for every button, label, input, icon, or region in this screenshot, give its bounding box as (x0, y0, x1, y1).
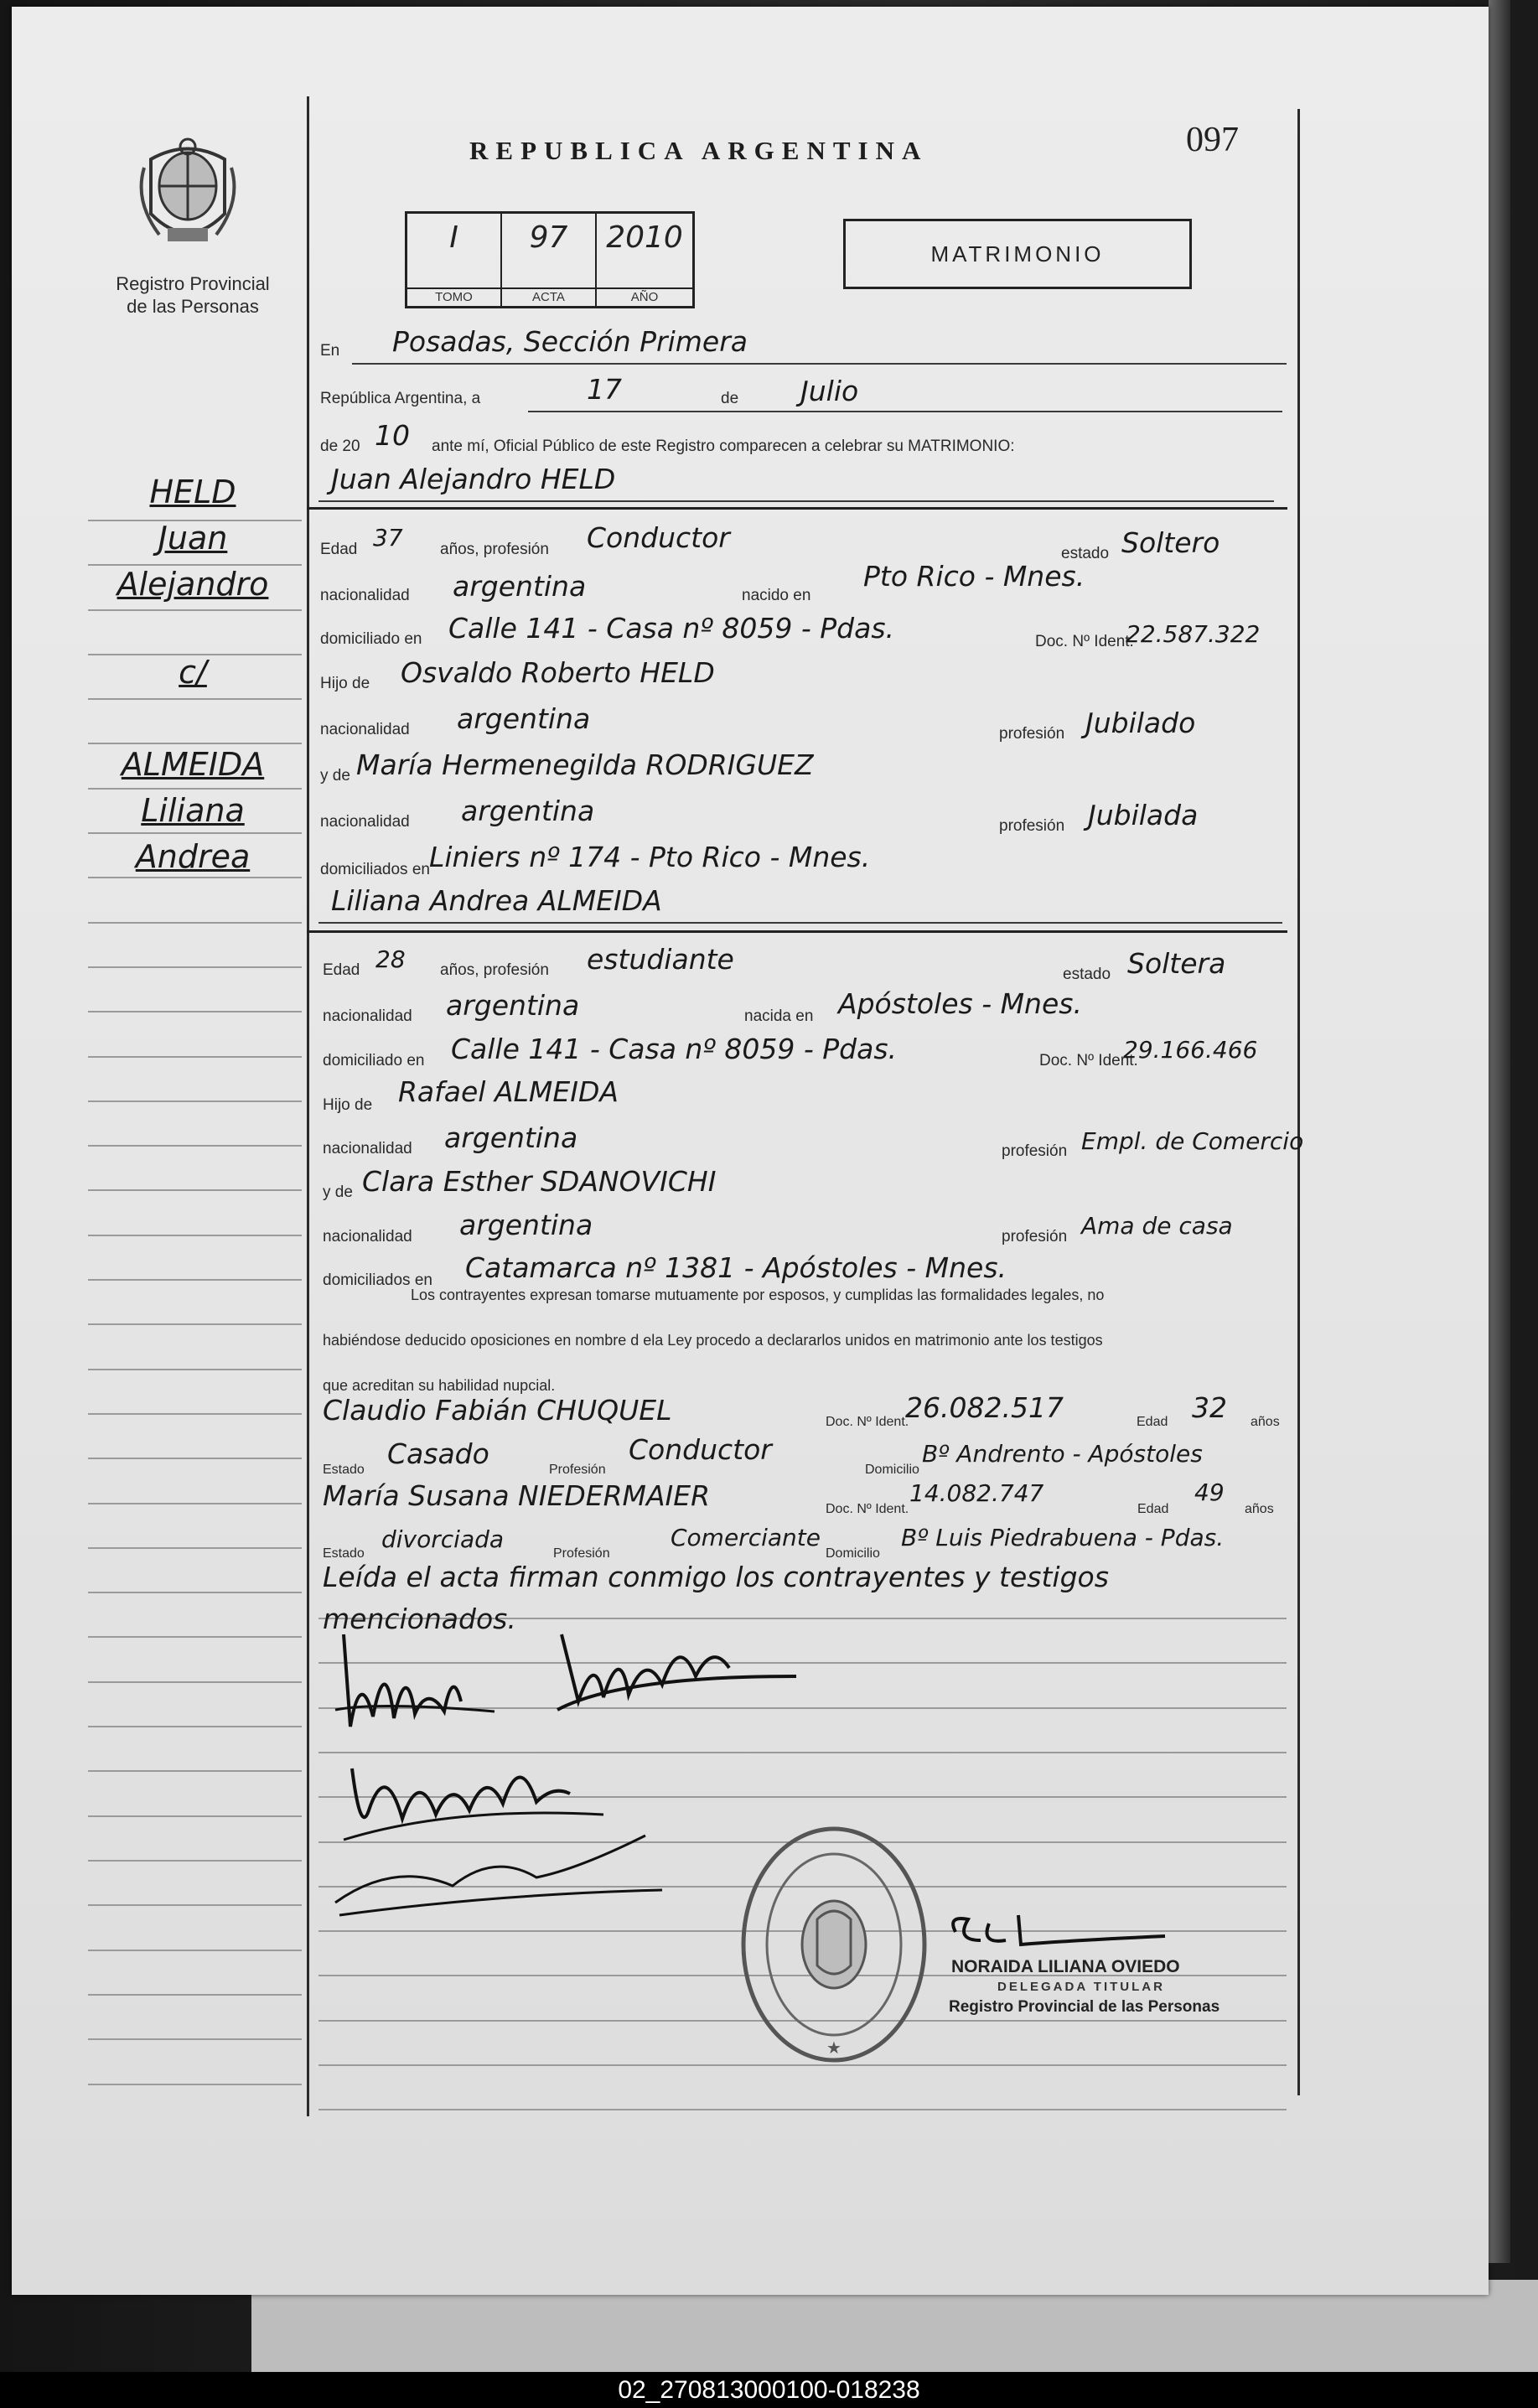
ruled-line (88, 1145, 302, 1147)
underline (352, 363, 1287, 365)
groom-profession: Conductor (587, 521, 730, 554)
label-en: En (320, 342, 340, 360)
groom-mother-prof: Jubilada (1088, 799, 1199, 831)
closing-line-2: mencionados. (323, 1603, 516, 1635)
filename-caption: 02_270813000100-018238 (0, 2372, 1538, 2408)
margin-given-name-2: Alejandro (117, 566, 269, 603)
groom-mother-label: y de (320, 767, 350, 785)
bride-mother-label: y de (323, 1183, 353, 1201)
bride-mother: Clara Esther SDANOVICHI (362, 1165, 717, 1198)
margin-surname-groom: HELD (149, 474, 236, 510)
witness2-doc: 14.082.747 (909, 1479, 1044, 1507)
ruled-line (88, 1369, 302, 1370)
ruled-line (88, 609, 302, 611)
ruled-line (88, 877, 302, 878)
bride-father-prof-label: profesión (1002, 1142, 1068, 1160)
bride-age: 28 (375, 945, 406, 973)
bride-nationality: argentina (446, 989, 580, 1022)
bride-mother-nat-label: nacionalidad (323, 1228, 412, 1245)
closing-line-1: Leída el acta firman conmigo los contrayentes y testigos (323, 1561, 1109, 1593)
label-year-prefix: de 20 (320, 438, 360, 455)
bride-doc-label: Doc. Nº Ident. (1039, 1052, 1138, 1069)
official-name: NORAIDA LILIANA OVIEDO (951, 1957, 1180, 1976)
margin-given-name-3: Liliana (141, 792, 245, 829)
bride-doc: 29.166.466 (1123, 1036, 1258, 1064)
margin-given-name-1: Juan (158, 520, 228, 557)
ruled-line (88, 1323, 302, 1325)
place-value: Posadas, Sección Primera (392, 325, 748, 358)
registry-caption: Registro Provincial de las Personas (116, 273, 270, 317)
groom-doc: 22.587.322 (1126, 620, 1261, 648)
bride-name: Liliana Andrea ALMEIDA (331, 884, 662, 917)
groom-nacido-label: nacido en (742, 587, 811, 604)
label-republica: República Argentina, a (320, 390, 481, 407)
witness1-status: Casado (387, 1437, 489, 1470)
margin-given-name-4: Andrea (135, 838, 251, 875)
witness2-dom-label: Domicilio (826, 1546, 880, 1561)
bride-father: Rafael ALMEIDA (398, 1075, 619, 1108)
ruled-line (88, 966, 302, 968)
page-title: REPUBLICA ARGENTINA (469, 136, 929, 165)
groom-birthplace: Pto Rico - Mnes. (863, 560, 1085, 593)
ruled-line (88, 832, 302, 834)
book-binding (1489, 0, 1510, 2263)
bride-profession: estudiante (587, 943, 734, 976)
bride-mother-nat: argentina (459, 1209, 593, 1241)
witness2-status: divorciada (381, 1525, 505, 1553)
bride-estado-label: estado (1063, 966, 1111, 983)
witness1-doc-label: Doc. Nº Ident. (826, 1415, 909, 1429)
official-office: Registro Provincial de las Personas (949, 1998, 1220, 2016)
ruled-line (88, 788, 302, 790)
witness1-age-label: Edad (1137, 1415, 1168, 1429)
groom-nationality: argentina (453, 570, 587, 603)
witness2-dom: Bº Luis Piedrabuena - Pdas. (901, 1524, 1225, 1551)
groom-mother: María Hermenegilda RODRIGUEZ (356, 748, 814, 781)
margin-connector: c/ (179, 654, 207, 691)
ruled-line (88, 2084, 302, 2085)
witness2-name: María Susana NIEDERMAIER (323, 1479, 711, 1512)
ruled-line (88, 1904, 302, 1906)
witness1-doc: 26.082.517 (905, 1391, 1064, 1424)
ruled-line (88, 1592, 302, 1593)
tomo-cell: I TOMO (407, 214, 502, 306)
witness1-age-unit: años (1251, 1415, 1280, 1429)
ruled-line (88, 1279, 302, 1281)
groom-status: Soltero (1121, 526, 1220, 559)
day-value: 17 (587, 373, 622, 406)
witness2-estado-label: Estado (323, 1546, 365, 1561)
groom-mother-nat: argentina (461, 795, 595, 827)
witness2-age-label: Edad (1137, 1502, 1169, 1516)
groom-father-nat-label: nacionalidad (320, 721, 410, 738)
groom-father: Osvaldo Roberto HELD (401, 656, 715, 689)
ruled-line (88, 1503, 302, 1504)
declaration-line-2: habiéndose deducido oposiciones en nombre d ela Ley procedo a declararlos unidos en matrimonio ante los testigos (323, 1332, 1103, 1349)
record-number-box (405, 211, 695, 308)
svg-text:★: ★ (826, 2039, 841, 2058)
groom-domicilio-label: domiciliado en (320, 630, 422, 648)
groom-father-prof-label: profesión (999, 725, 1065, 743)
ruled-line (88, 1770, 302, 1772)
groom-nacionalidad-label: nacionalidad (320, 587, 410, 604)
witness2-age: 49 (1194, 1478, 1225, 1506)
declaration-line-3: que acreditan su habilidad nupcial. (323, 1377, 556, 1394)
groom-age: 37 (373, 524, 403, 552)
groom-doc-label: Doc. Nº Ident. (1035, 633, 1134, 650)
page-number: 097 (1186, 121, 1239, 159)
witness1-prof-label: Profesión (549, 1463, 606, 1477)
ruled-line (88, 1547, 302, 1549)
ruled-line (88, 1056, 302, 1058)
ruled-line (88, 1726, 302, 1727)
right-border (1297, 109, 1300, 2095)
bride-status: Soltera (1127, 947, 1226, 980)
year-suffix-value: 10 (375, 419, 410, 452)
ruled-line (88, 1235, 302, 1236)
groom-edad-label: Edad (320, 541, 358, 558)
groom-parents-dom-label: domiciliados en (320, 861, 430, 878)
groom-address: Calle 141 - Casa nº 8059 - Pdas. (448, 612, 895, 645)
intro-statement: ante mí, Oficial Público de este Registro comparecen a celebrar su MATRIMONIO: (432, 438, 1015, 455)
groom-parents-address: Liniers nº 174 - Pto Rico - Mnes. (429, 841, 871, 873)
section-divider (307, 507, 1287, 510)
coat-of-arms-icon (134, 134, 241, 256)
ruled-line (88, 1011, 302, 1012)
margin-divider (307, 96, 309, 2116)
bride-edad-label: Edad (323, 961, 360, 979)
bride-parents-address: Catamarca nº 1381 - Apóstoles - Mnes. (465, 1251, 1007, 1284)
bride-birthplace: Apóstoles - Mnes. (838, 987, 1082, 1020)
groom-mother-prof-label: profesión (999, 817, 1065, 835)
ruled-line (88, 1100, 302, 1102)
bride-address: Calle 141 - Casa nº 8059 - Pdas. (451, 1033, 898, 1065)
ruled-line (88, 1189, 302, 1191)
official-role: DELEGADA TITULAR (997, 1980, 1165, 1994)
groom-estado-label: estado (1061, 545, 1110, 562)
ruled-line (88, 1950, 302, 1951)
bride-profesion-label: años, profesión (440, 961, 549, 979)
bride-parents-dom-label: domiciliados en (323, 1271, 432, 1289)
groom-father-prof: Jubilado (1085, 707, 1196, 739)
bride-nacida-label: nacida en (744, 1007, 814, 1025)
witness2-age-unit: años (1245, 1502, 1274, 1516)
bride-nacionalidad-label: nacionalidad (323, 1007, 412, 1025)
ruled-line (88, 922, 302, 924)
bride-mother-prof-label: profesión (1002, 1228, 1068, 1245)
declaration-line-1: Los contrayentes expresan tomarse mutuamente por esposos, y cumplidas las formalidades legales, no (411, 1287, 1105, 1303)
bride-mother-prof: Ama de casa (1081, 1212, 1233, 1240)
ruled-line (88, 1458, 302, 1459)
underline (318, 500, 1274, 502)
bride-domicilio-label: domiciliado en (323, 1052, 425, 1069)
label-de-month: de (721, 390, 739, 407)
acta-cell: 97 ACTA (502, 214, 597, 306)
anio-cell: 2010 AÑO (597, 214, 692, 306)
ruled-line (88, 698, 302, 700)
witness1-name: Claudio Fabián CHUQUEL (323, 1394, 672, 1427)
section-divider (307, 930, 1287, 933)
ruled-line (88, 743, 302, 744)
underline (318, 922, 1282, 924)
witness1-dom-label: Domicilio (865, 1463, 919, 1477)
underline (528, 411, 1282, 412)
bride-father-nat: argentina (444, 1121, 578, 1154)
witness2-prof-label: Profesión (553, 1546, 610, 1561)
registry-seal (738, 1823, 930, 2066)
ruled-line (88, 2038, 302, 2040)
groom-profesion-label: años, profesión (440, 541, 549, 558)
witness1-age: 32 (1192, 1391, 1227, 1424)
bride-father-prof: Empl. de Comercio (1081, 1127, 1304, 1155)
month-value: Julio (800, 375, 859, 407)
witness1-dom: Bº Andrento - Apóstoles (922, 1440, 1203, 1468)
ruled-line (88, 1636, 302, 1638)
witness2-doc-label: Doc. Nº Ident. (826, 1502, 909, 1516)
ruled-line (88, 1413, 302, 1415)
ruled-line (88, 1994, 302, 1996)
witness2-prof: Comerciante (671, 1524, 821, 1551)
margin-surname-bride: ALMEIDA (121, 746, 265, 783)
witness1-estado-label: Estado (323, 1463, 365, 1477)
ruled-line (318, 2109, 1287, 2110)
bride-father-nat-label: nacionalidad (323, 1140, 412, 1157)
ruled-line (88, 1860, 302, 1862)
bride-father-label: Hijo de (323, 1096, 373, 1114)
acta-type-box: MATRIMONIO (843, 219, 1192, 289)
ruled-line (88, 1815, 302, 1817)
groom-father-label: Hijo de (320, 675, 370, 692)
groom-father-nat: argentina (457, 702, 591, 735)
groom-name: Juan Alejandro HELD (331, 463, 616, 495)
witness1-prof: Conductor (629, 1433, 772, 1466)
groom-mother-nat-label: nacionalidad (320, 813, 410, 831)
ruled-line (88, 1681, 302, 1683)
